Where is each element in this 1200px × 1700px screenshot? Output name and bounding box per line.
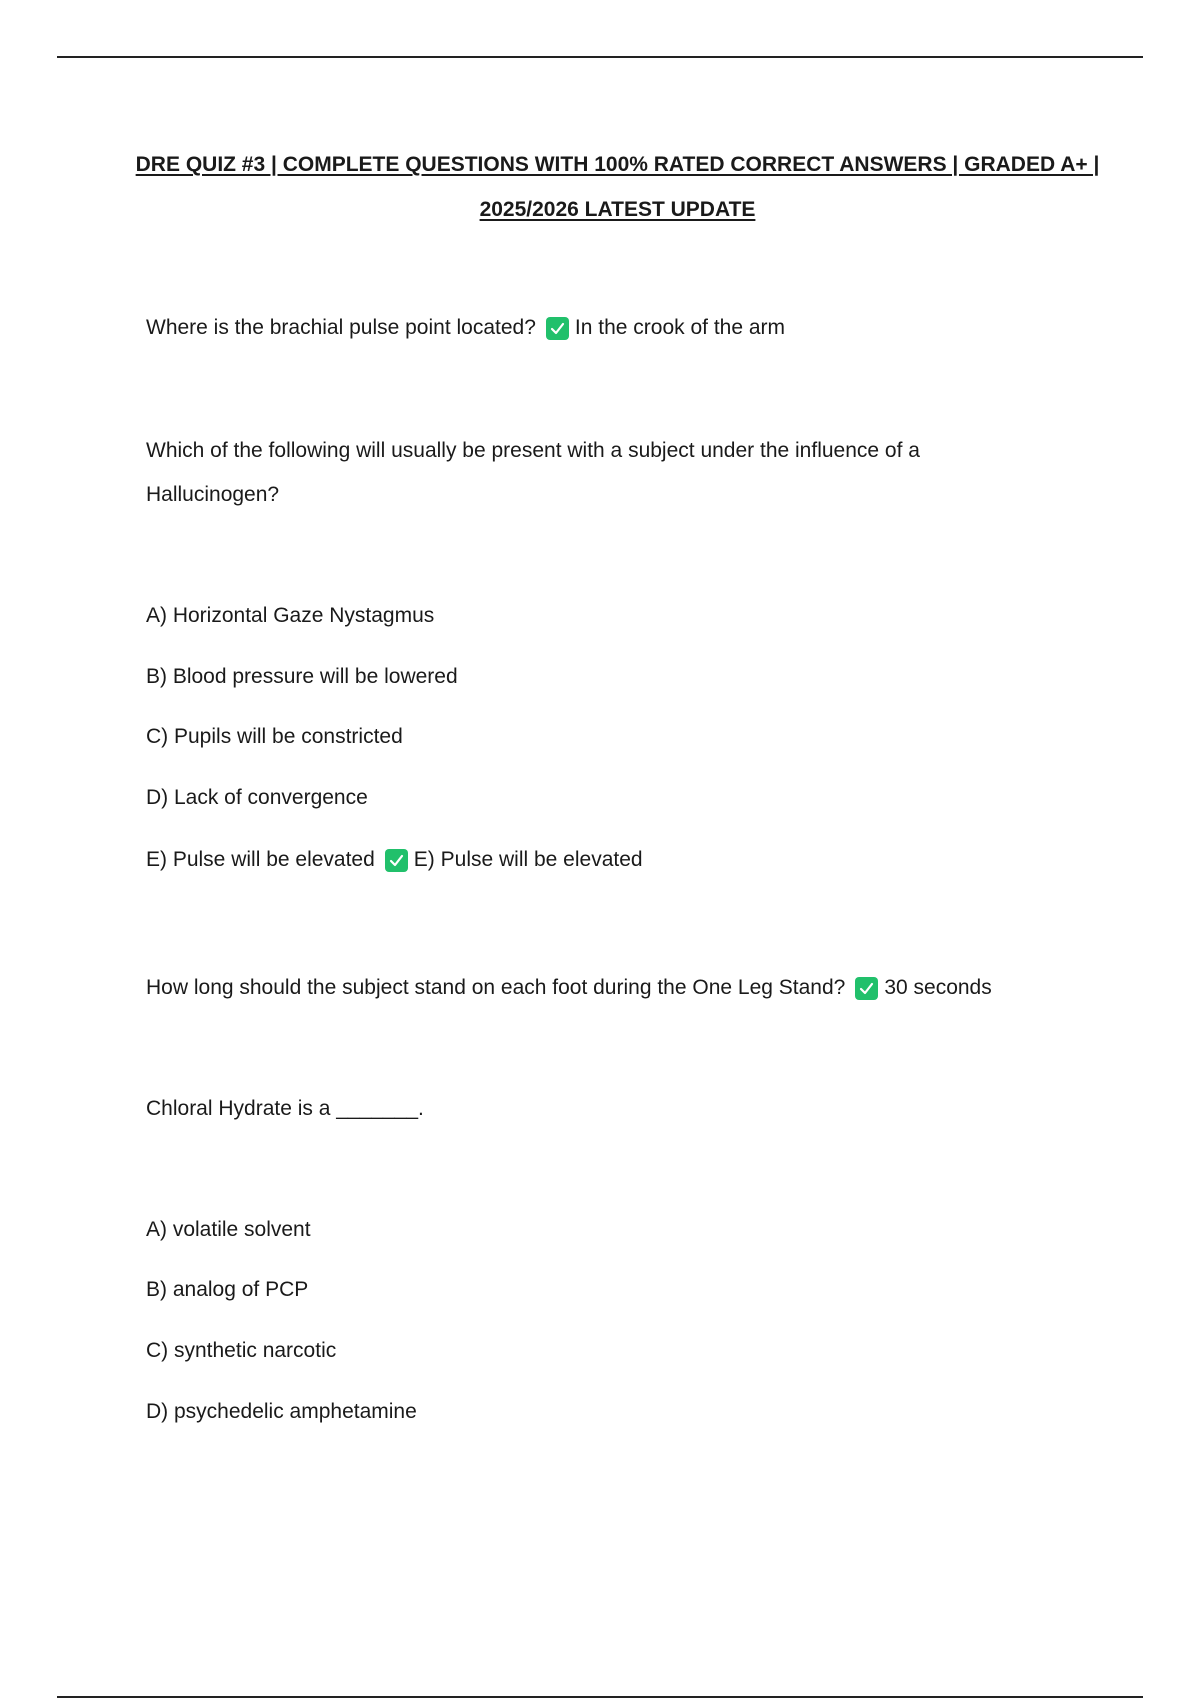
check-box-icon xyxy=(385,849,408,872)
option-item: D) psychedelic amphetamine xyxy=(146,1400,417,1423)
question-3 xyxy=(146,974,992,1002)
option-item: C) Pupils will be constricted xyxy=(146,725,403,748)
question-4-text: Chloral Hydrate is a _______. xyxy=(146,1097,424,1120)
option-item: B) Blood pressure will be lowered xyxy=(146,665,458,688)
question-1-answer: In the crook of the arm xyxy=(574,316,786,339)
question-3-answer: 30 seconds xyxy=(884,976,992,999)
question-2-line-1: Which of the following will usually be present with a subject under the influence of a xyxy=(146,439,920,462)
document-title xyxy=(100,142,1135,232)
footer-rule xyxy=(57,1696,1143,1698)
option-text: E) Pulse will be elevated xyxy=(146,848,375,871)
question-3-text: How long should the subject stand on each foot during the One Leg Stand? xyxy=(146,976,846,999)
title-line-1: DRE QUIZ #3 | COMPLETE QUESTIONS WITH 100% RATED CORRECT ANSWERS | GRADED A+ | xyxy=(135,153,1100,176)
option-item: C) synthetic narcotic xyxy=(146,1339,337,1362)
question-2-line-2: Hallucinogen? xyxy=(146,483,280,506)
option-item: D) Lack of convergence xyxy=(146,786,368,809)
check-box-icon xyxy=(855,977,878,1000)
option-item-with-answer xyxy=(146,846,643,874)
question-2-answer: E) Pulse will be elevated xyxy=(413,848,643,871)
question-1 xyxy=(146,314,785,342)
option-item: B) analog of PCP xyxy=(146,1278,309,1301)
question-1-text: Where is the brachial pulse point located? xyxy=(146,316,536,339)
header-rule xyxy=(57,56,1143,58)
option-item: A) Horizontal Gaze Nystagmus xyxy=(146,604,435,627)
option-item: A) volatile solvent xyxy=(146,1218,311,1241)
title-line-2: 2025/2026 LATEST UPDATE xyxy=(479,198,756,221)
check-box-icon xyxy=(546,317,569,340)
